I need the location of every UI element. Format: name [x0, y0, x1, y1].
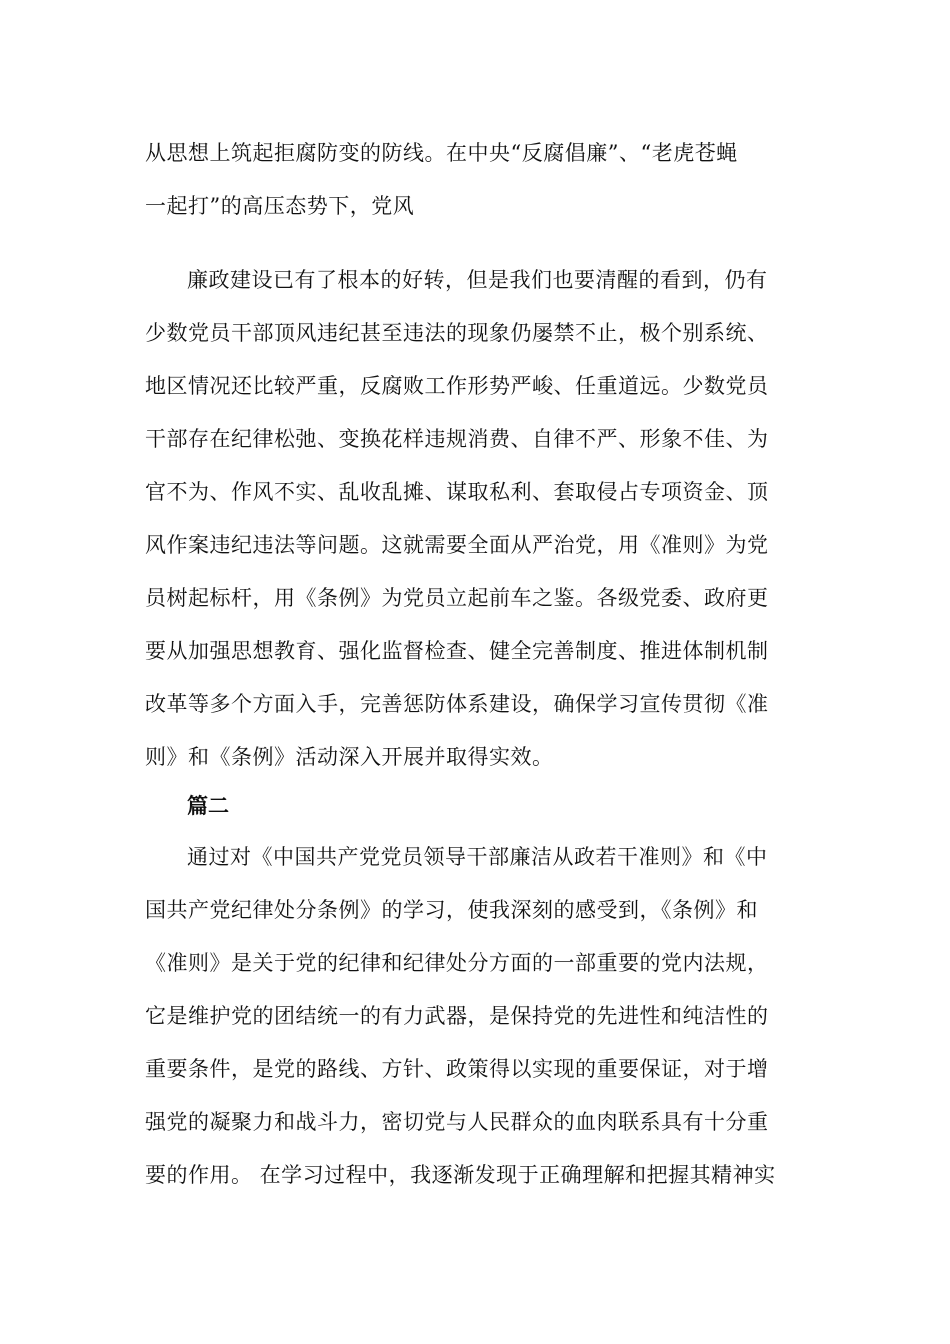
text-line: 强党的凝聚力和战斗力，密切党与人民群众的血肉联系具有十分重: [145, 1110, 769, 1134]
paragraph-3: [145, 831, 805, 1202]
text-line: 一起打”的高压态势下，党风: [145, 194, 415, 218]
text-line: 通过对《中国共产党党员领导干部廉洁从政若干准则》和《中: [187, 845, 768, 869]
text-line: 员树起标杆，用《条例》为党员立起前车之鉴。各级党委、政府更: [145, 586, 769, 610]
section-heading: 篇二: [187, 793, 229, 818]
text-line: 则》和《条例》活动深入开展并取得实效。: [145, 745, 554, 769]
text-line: 国共产党纪律处分条例》的学习，使我深刻的感受到，《条例》和: [145, 898, 758, 922]
text-line: 重要条件，是党的路线、方针、政策得以实现的重要保证，对于增: [145, 1057, 769, 1081]
text-line: 《准则》是关于党的纪律和纪律处分方面的一部重要的党内法规，: [145, 951, 769, 975]
text-line: 风作案违纪违法等问题。这就需要全面从严治党，用《准则》为党: [145, 533, 769, 557]
paragraph-1: [145, 127, 805, 233]
text-line: 干部存在纪律松弛、变换花样违规消费、自律不严、形象不佳、为: [145, 427, 769, 451]
text-line: 从思想上筑起拒腐防变的防线。在中央“反腐倡廉”、“老虎苍蝇: [145, 141, 738, 165]
text-line: 少数党员干部顶风违纪甚至违法的现象仍屡禁不止，极个别系统、: [145, 321, 769, 345]
text-line: 廉政建设已有了根本的好转，但是我们也要清醒的看到，仍有: [187, 268, 768, 292]
text-line: 要从加强思想教育、强化监督检查、健全完善制度、推进体制机制: [145, 639, 769, 663]
text-line: 地区情况还比较严重，反腐败工作形势严峻、任重道远。少数党员: [145, 374, 769, 398]
text-line: 官不为、作风不实、乱收乱摊、谋取私利、套取侵占专项资金、顶: [145, 480, 769, 504]
text-line: 它是维护党的团结统一的有力武器，是保持党的先进性和纯洁性的: [145, 1004, 769, 1028]
text-line: 要的作用。 在学习过程中，我逐渐发现于正确理解和把握其精神实: [145, 1163, 776, 1187]
text-line: 改革等多个方面入手，完善惩防体系建设，确保学习宣传贯彻《准: [145, 692, 769, 716]
paragraph-2: [145, 254, 805, 784]
